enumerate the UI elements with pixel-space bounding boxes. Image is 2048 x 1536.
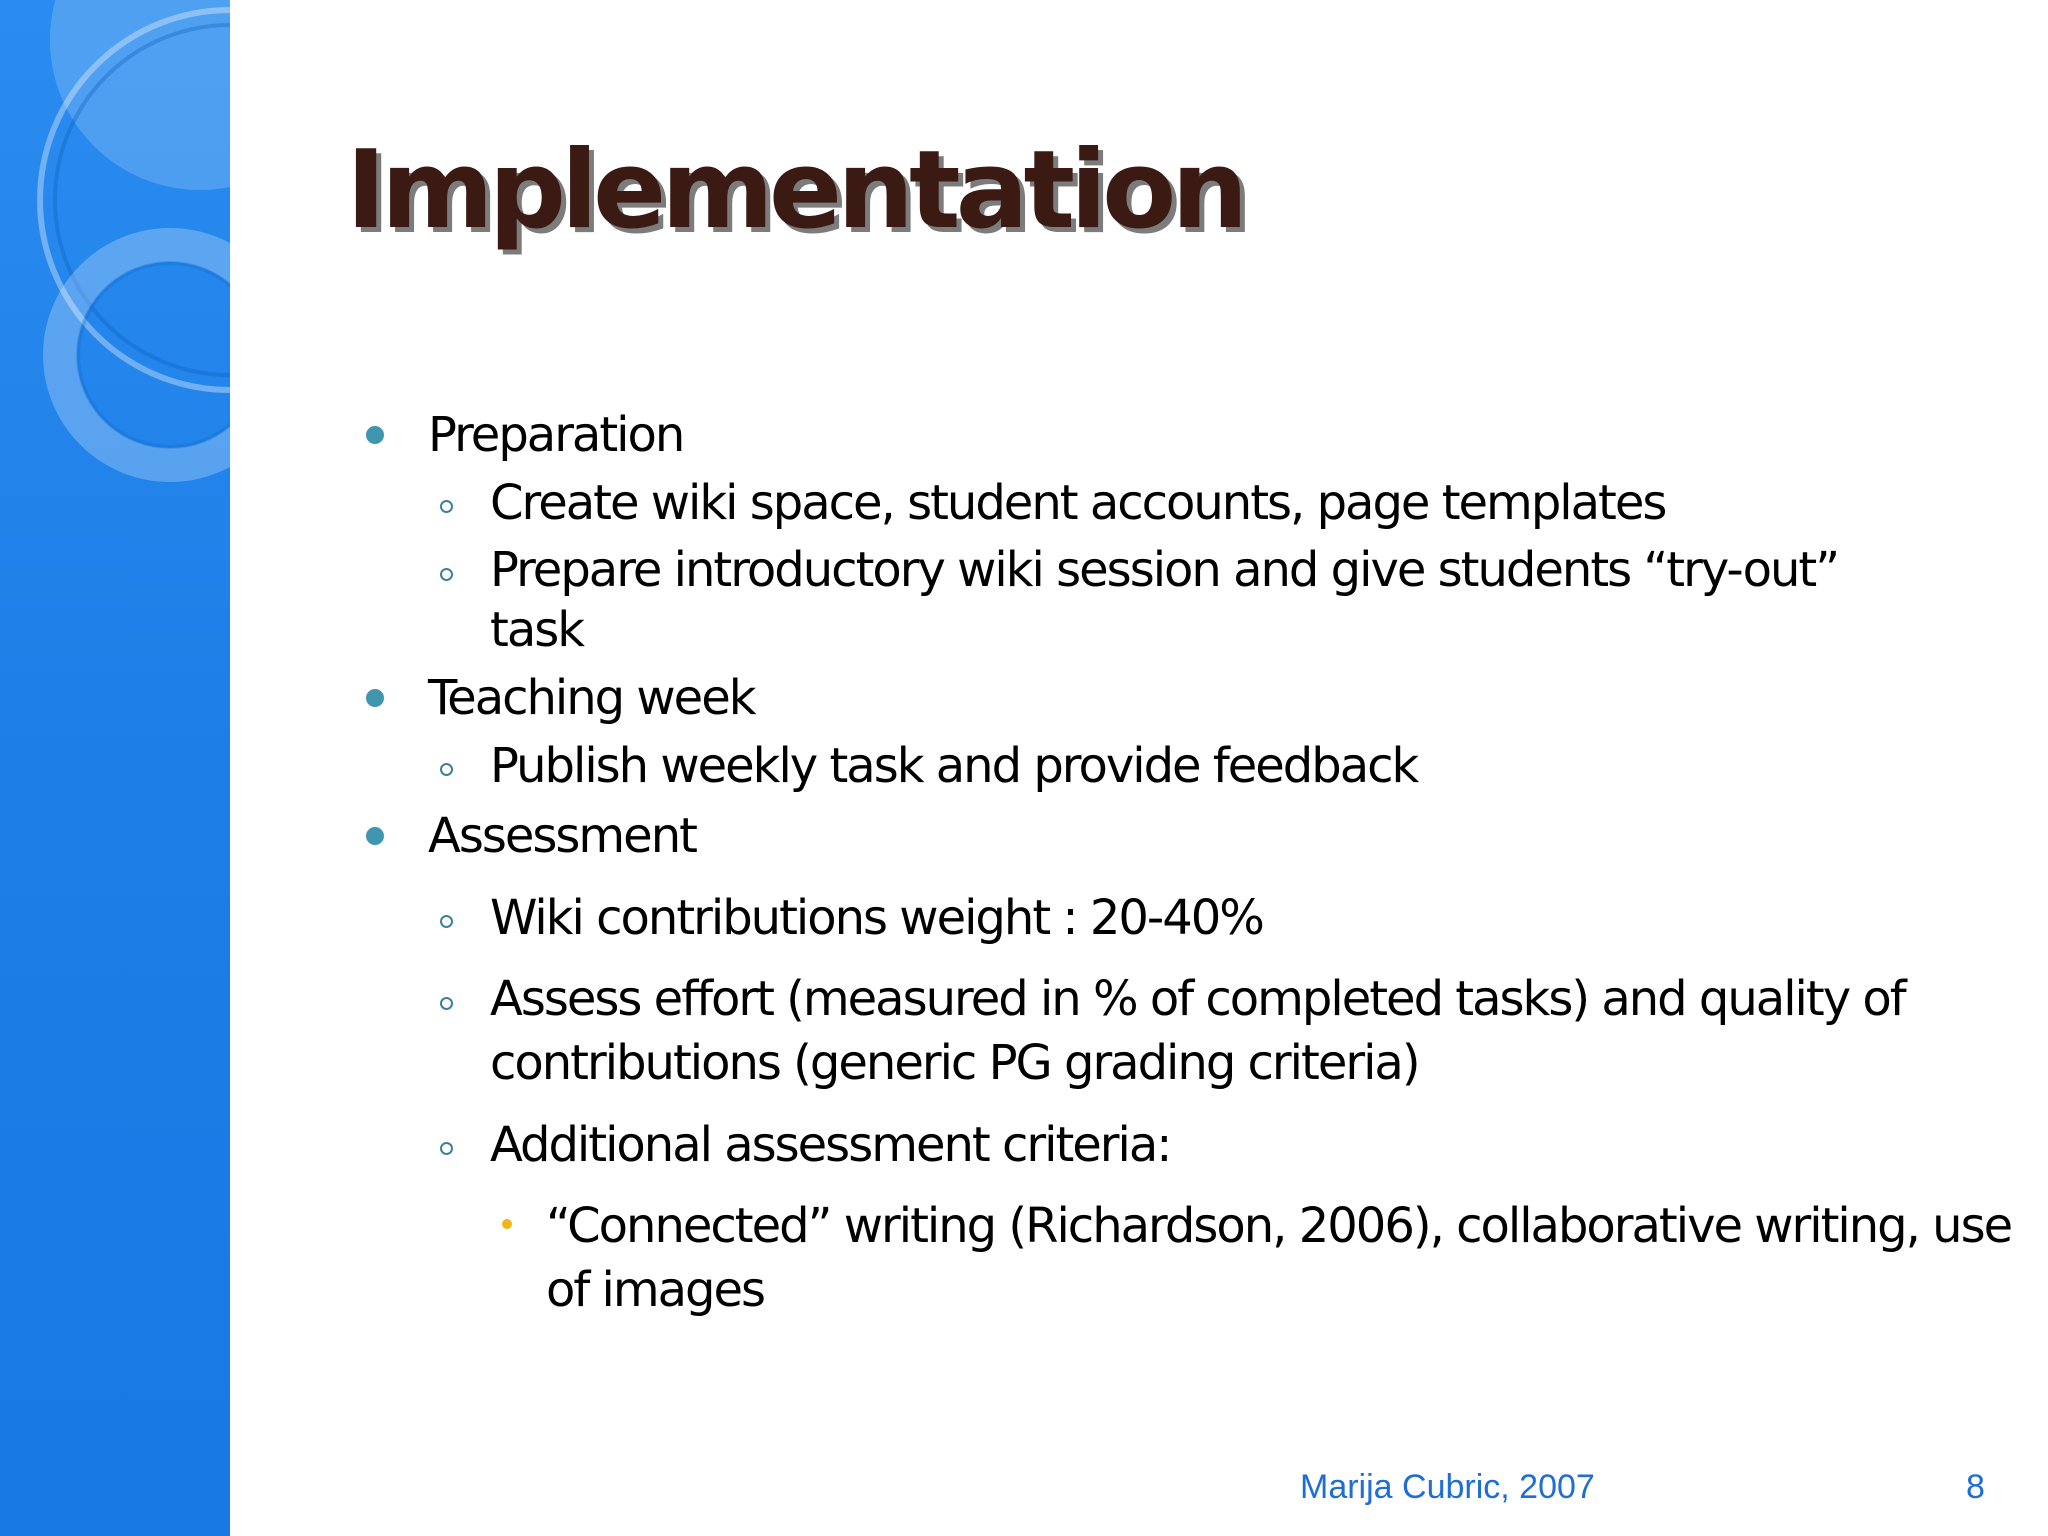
list-item: [366, 402, 2026, 468]
list-item: [366, 665, 2026, 731]
bullet-list: [366, 402, 2026, 1323]
list-item-text: “Connected” writing (Richardson, 2006), collaborative writing, use of images: [546, 1198, 2012, 1318]
list-item: [366, 803, 2026, 869]
bullet-level3-icon: [502, 1219, 512, 1229]
decorative-circles: [0, 0, 230, 1536]
bullet-level2-icon: [440, 763, 453, 776]
list-item: [366, 1194, 2026, 1323]
list-item-text: Preparation: [428, 407, 684, 463]
page-number: 8: [1966, 1468, 1985, 1506]
list-item-text: Additional assessment criteria:: [490, 1117, 1171, 1173]
list-item: [366, 733, 2026, 799]
slide-title: Implementation: [346, 128, 1244, 253]
list-item-text: Teaching week: [428, 670, 755, 726]
bullet-level1-icon: [366, 426, 384, 444]
bullet-level2-icon: [440, 568, 453, 581]
bullet-level1-icon: [366, 689, 384, 707]
list-item-text: Prepare introductory wiki session and give students “try-out” task: [490, 542, 1839, 658]
bullet-level2-icon: [440, 915, 453, 928]
list-item-text: Publish weekly task and provide feedback: [490, 738, 1418, 794]
list-item: [366, 1112, 2026, 1178]
list-item-text: Assess effort (measured in % of completed tasks) and quality of contributions (generic PG grading criteria): [490, 971, 1905, 1091]
bullet-level2-icon: [440, 500, 453, 513]
bullet-level2-icon: [440, 1142, 453, 1155]
list-item: [366, 538, 1926, 663]
list-item: [366, 967, 1986, 1096]
list-item: [366, 885, 2026, 951]
list-item-text: Assessment: [428, 808, 696, 864]
decorative-side-band: [0, 0, 230, 1536]
bullet-level1-icon: [366, 827, 384, 845]
list-item: [366, 470, 2026, 536]
list-item-text: Wiki contributions weight : 20-40%: [490, 890, 1263, 946]
bullet-level2-icon: [440, 997, 453, 1010]
list-item-text: Create wiki space, student accounts, page templates: [490, 475, 1666, 531]
footer-author: Marija Cubric, 2007: [1300, 1468, 1595, 1506]
